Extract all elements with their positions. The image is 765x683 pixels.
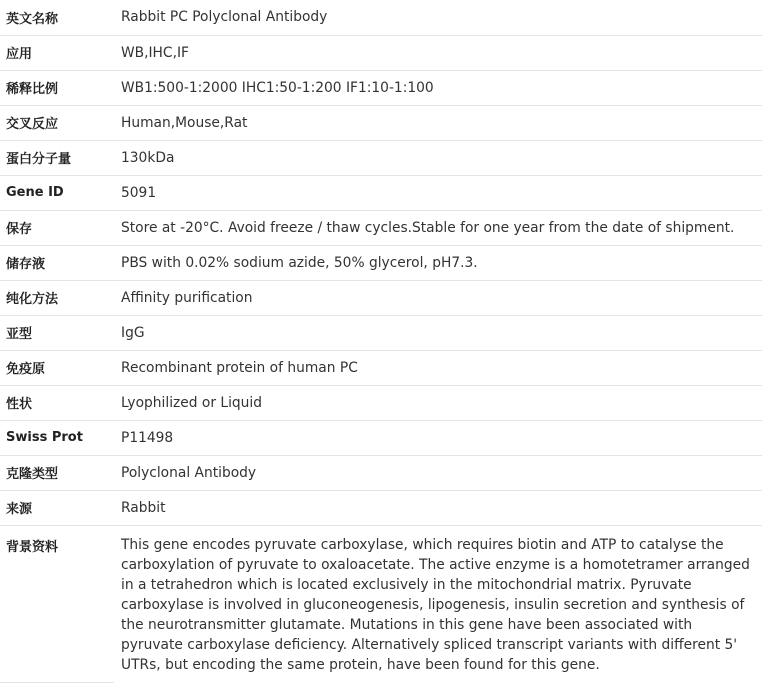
spec-value: WB1:500-1:2000 IHC1:50-1:200 IF1:10-1:100 bbox=[114, 70, 762, 105]
spec-row-purification bbox=[0, 280, 762, 315]
background-text: This gene encodes pyruvate carboxylase, which requires biotin and ATP to catalyse the carboxylation of pyruvate to oxaloacetate. The active enzyme is a homotetramer arranged in a tetrahedron which is located exclusively in the mitochondrial matrix. Pyruvate carboxylase is involved in gluconeogenesis, lipogenesis, insulin secretion and synthesis of the neurotransmitter glutamate. Mutations in this gene have been associated with pyruvate carboxylase deficiency. Alternatively spliced transcript variants with different 5' UTRs, but encoding the same protein, have been found for this gene. bbox=[121, 536, 750, 673]
spec-label: 储存液 bbox=[0, 245, 114, 280]
spec-row-gene-id bbox=[0, 175, 762, 210]
spec-value: 130kDa bbox=[114, 140, 762, 175]
spec-label: Swiss Prot bbox=[0, 420, 114, 455]
spec-row-application bbox=[0, 35, 762, 70]
spec-row-isotype bbox=[0, 315, 762, 350]
spec-row-reactivity bbox=[0, 105, 762, 140]
spec-label: 纯化方法 bbox=[0, 280, 114, 315]
spec-row-clonality bbox=[0, 455, 762, 490]
spec-label: 交叉反应 bbox=[0, 105, 114, 140]
spec-value: Store at -20°C. Avoid freeze / thaw cycles.Stable for one year from the date of shipment. bbox=[114, 210, 762, 245]
spec-row-form bbox=[0, 385, 762, 420]
spec-label: 应用 bbox=[0, 35, 114, 70]
spec-value: PBS with 0.02% sodium azide, 50% glycerol, pH7.3. bbox=[114, 245, 762, 280]
spec-value: Polyclonal Antibody bbox=[114, 455, 762, 490]
spec-value: Affinity purification bbox=[114, 280, 762, 315]
spec-value: Recombinant protein of human PC bbox=[114, 350, 762, 385]
spec-row-swiss-prot bbox=[0, 420, 762, 455]
spec-label: 保存 bbox=[0, 210, 114, 245]
spec-row-molecular-weight bbox=[0, 140, 762, 175]
spec-label: 免疫原 bbox=[0, 350, 114, 385]
spec-value: Rabbit bbox=[114, 490, 762, 525]
spec-label: Gene ID bbox=[0, 175, 114, 210]
spec-label: 来源 bbox=[0, 490, 114, 525]
spec-label: 克隆类型 bbox=[0, 455, 114, 490]
spec-label: 背景资料 bbox=[0, 525, 114, 683]
spec-label: 英文名称 bbox=[0, 0, 114, 35]
spec-row-host bbox=[0, 490, 762, 525]
spec-value: 5091 bbox=[114, 175, 762, 210]
spec-row-dilution bbox=[0, 70, 762, 105]
spec-row-immunogen bbox=[0, 350, 762, 385]
spec-value: WB,IHC,IF bbox=[114, 35, 762, 70]
spec-row-background bbox=[0, 525, 762, 683]
spec-value: P11498 bbox=[114, 420, 762, 455]
spec-row-storage bbox=[0, 210, 762, 245]
spec-row-english-name bbox=[0, 0, 762, 35]
spec-label: 蛋白分子量 bbox=[0, 140, 114, 175]
spec-value: Lyophilized or Liquid bbox=[114, 385, 762, 420]
spec-row-buffer bbox=[0, 245, 762, 280]
spec-label: 性状 bbox=[0, 385, 114, 420]
spec-label: 稀释比例 bbox=[0, 70, 114, 105]
spec-value: Human,Mouse,Rat bbox=[114, 105, 762, 140]
spec-value: IgG bbox=[114, 315, 762, 350]
spec-label: 亚型 bbox=[0, 315, 114, 350]
spec-value: Rabbit PC Polyclonal Antibody bbox=[114, 0, 762, 35]
